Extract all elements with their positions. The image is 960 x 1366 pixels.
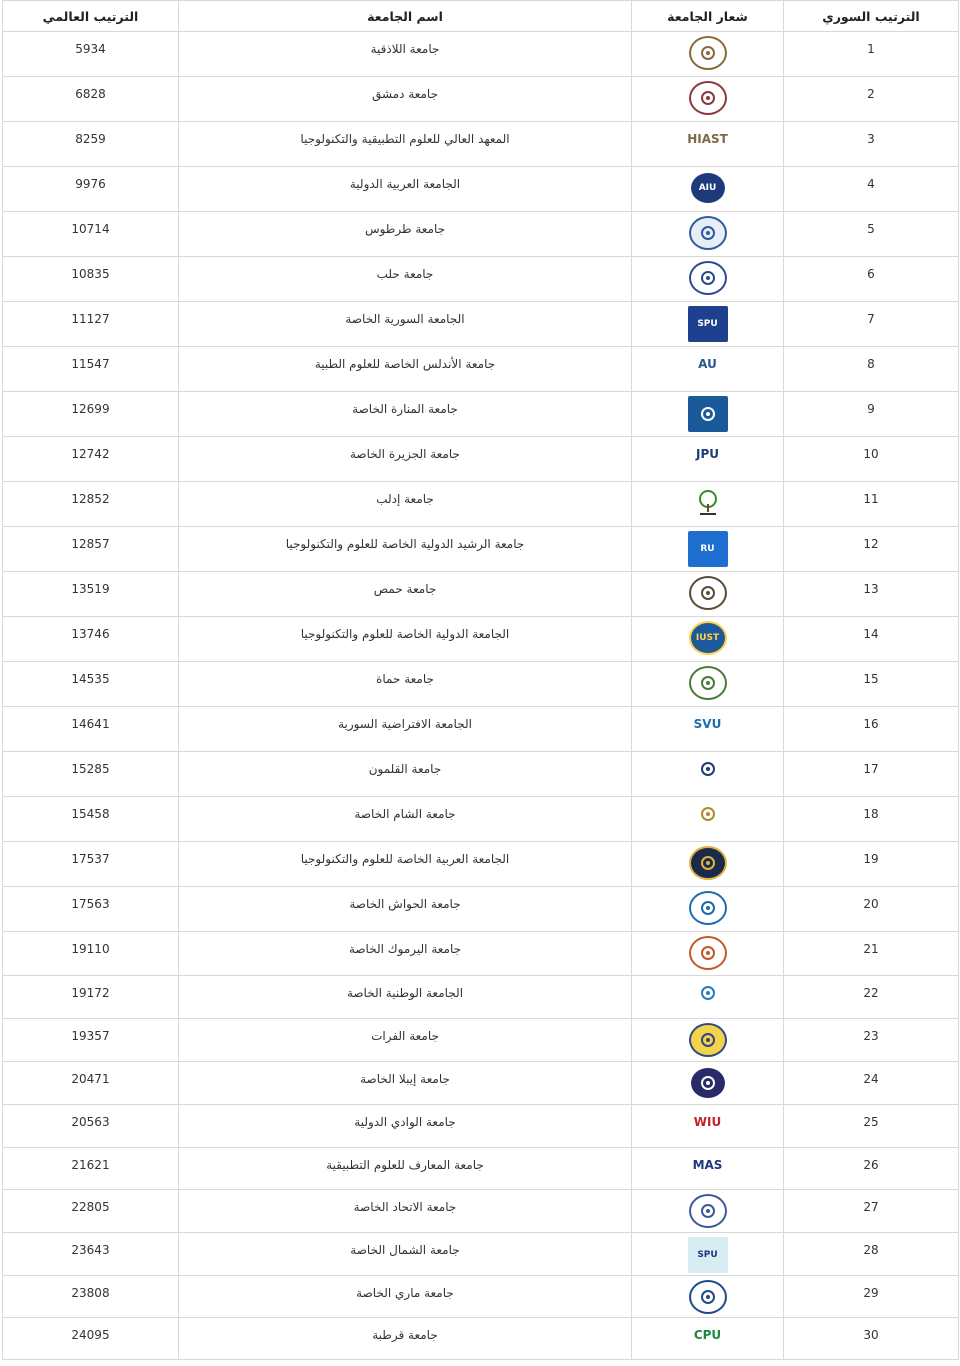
- university-logo-icon: [689, 81, 727, 115]
- syrian-rank-cell: 15: [784, 662, 959, 707]
- table-row: [3, 976, 959, 1019]
- university-logo-cell: [632, 527, 784, 572]
- university-name-cell: جامعة اللاذقية: [179, 32, 632, 77]
- university-logo-cell: [632, 617, 784, 662]
- syrian-rank-cell: 9: [784, 392, 959, 437]
- university-logo-icon: [689, 1066, 727, 1100]
- world-rank-cell: 13519: [3, 572, 179, 617]
- world-rank-cell: 19357: [3, 1019, 179, 1062]
- syrian-rank-cell: 6: [784, 257, 959, 302]
- world-rank-cell: 19110: [3, 932, 179, 976]
- table-body: [3, 32, 959, 1360]
- table-row: [3, 887, 959, 932]
- university-name-cell: الجامعة الوطنية الخاصة: [179, 976, 632, 1019]
- university-name-cell: جامعة الفرات: [179, 1019, 632, 1062]
- university-name-cell: جامعة الوادي الدولية: [179, 1105, 632, 1148]
- university-name-cell: جامعة إيبلا الخاصة: [179, 1062, 632, 1105]
- world-rank-cell: 24095: [3, 1318, 179, 1360]
- table-row: [3, 122, 959, 167]
- university-logo-cell: [632, 1019, 784, 1062]
- syrian-rank-cell: 28: [784, 1233, 959, 1276]
- syrian-rank-cell: 25: [784, 1105, 959, 1148]
- university-name-cell: جامعة حلب: [179, 257, 632, 302]
- syrian-rank-cell: 8: [784, 347, 959, 392]
- table-row: [3, 77, 959, 122]
- syrian-rank-cell: 11: [784, 482, 959, 527]
- syrian-rank-cell: 4: [784, 167, 959, 212]
- university-logo-icon: AU: [698, 357, 717, 371]
- table-row: [3, 1105, 959, 1148]
- university-name-cell: جامعة القلمون: [179, 752, 632, 797]
- university-logo-icon: SPU: [688, 306, 728, 342]
- table-row: [3, 1233, 959, 1276]
- university-logo-cell: [632, 32, 784, 77]
- table-row: [3, 437, 959, 482]
- university-logo-icon: JPU: [696, 447, 720, 461]
- world-rank-cell: 15285: [3, 752, 179, 797]
- world-rank-cell: 13746: [3, 617, 179, 662]
- university-logo-icon: [689, 846, 727, 880]
- table-row: [3, 212, 959, 257]
- header-syrian-rank: الترتيب السوري: [784, 1, 959, 32]
- university-logo-icon: CPU: [693, 1328, 722, 1342]
- world-rank-cell: 12742: [3, 437, 179, 482]
- university-logo-icon: [689, 936, 727, 970]
- syrian-rank-cell: 20: [784, 887, 959, 932]
- syrian-rank-cell: 2: [784, 77, 959, 122]
- university-logo-icon: [686, 980, 730, 1006]
- university-logo-icon: [689, 1023, 727, 1057]
- syrian-rank-cell: 12: [784, 527, 959, 572]
- university-logo-icon: RU: [688, 531, 728, 567]
- university-logo-cell: [632, 302, 784, 347]
- table-row: [3, 797, 959, 842]
- university-name-cell: جامعة حمص: [179, 572, 632, 617]
- table-row: [3, 1276, 959, 1318]
- university-name-cell: جامعة طرطوس: [179, 212, 632, 257]
- world-rank-cell: 20471: [3, 1062, 179, 1105]
- world-rank-cell: 12699: [3, 392, 179, 437]
- university-logo-icon: SVU: [693, 717, 722, 731]
- world-rank-cell: 10714: [3, 212, 179, 257]
- world-rank-cell: 9976: [3, 167, 179, 212]
- university-logo-cell: [632, 932, 784, 976]
- university-name-cell: جامعة حماة: [179, 662, 632, 707]
- university-logo-icon: [689, 1194, 727, 1228]
- university-logo-icon: [689, 261, 727, 295]
- syrian-rank-cell: 26: [784, 1148, 959, 1190]
- university-logo-cell: [632, 797, 784, 842]
- university-name-cell: جامعة إدلب: [179, 482, 632, 527]
- world-rank-cell: 23808: [3, 1276, 179, 1318]
- university-logo-cell: [632, 122, 784, 167]
- header-logo: شعار الجامعة: [632, 1, 784, 32]
- table-row: [3, 167, 959, 212]
- world-rank-cell: 21621: [3, 1148, 179, 1190]
- syrian-rank-cell: 5: [784, 212, 959, 257]
- university-name-cell: الجامعة العربية الدولية: [179, 167, 632, 212]
- table-row: [3, 1318, 959, 1360]
- university-logo-icon: [689, 1280, 727, 1314]
- table-row: [3, 842, 959, 887]
- table-row: [3, 257, 959, 302]
- syrian-rank-cell: 22: [784, 976, 959, 1019]
- university-name-cell: جامعة الأندلس الخاصة للعلوم الطبية: [179, 347, 632, 392]
- university-logo-icon: [689, 891, 727, 925]
- table-row: [3, 572, 959, 617]
- university-ranking-table: [2, 0, 959, 1360]
- world-rank-cell: 11547: [3, 347, 179, 392]
- university-logo-cell: [632, 842, 784, 887]
- university-logo-cell: [632, 1148, 784, 1190]
- syrian-rank-cell: 21: [784, 932, 959, 976]
- table-row: [3, 707, 959, 752]
- university-name-cell: جامعة الشمال الخاصة: [179, 1233, 632, 1276]
- syrian-rank-cell: 10: [784, 437, 959, 482]
- university-logo-icon: IUST: [689, 621, 727, 655]
- university-logo-icon: [686, 801, 730, 827]
- university-logo-cell: [632, 257, 784, 302]
- university-logo-cell: [632, 1190, 784, 1233]
- world-rank-cell: 23643: [3, 1233, 179, 1276]
- table-row: [3, 1190, 959, 1233]
- syrian-rank-cell: 23: [784, 1019, 959, 1062]
- syrian-rank-cell: 14: [784, 617, 959, 662]
- syrian-rank-cell: 16: [784, 707, 959, 752]
- university-name-cell: جامعة الاتحاد الخاصة: [179, 1190, 632, 1233]
- university-logo-cell: [632, 437, 784, 482]
- table-row: [3, 482, 959, 527]
- university-logo-cell: [632, 77, 784, 122]
- university-logo-cell: [632, 976, 784, 1019]
- table-row: [3, 527, 959, 572]
- table-row: [3, 932, 959, 976]
- university-logo-icon: [689, 36, 727, 70]
- world-rank-cell: 14535: [3, 662, 179, 707]
- table-row: [3, 392, 959, 437]
- table-row: [3, 1019, 959, 1062]
- university-name-cell: جامعة قرطبة: [179, 1318, 632, 1360]
- university-logo-icon: [689, 576, 727, 610]
- university-logo-cell: [632, 887, 784, 932]
- university-name-cell: جامعة دمشق: [179, 77, 632, 122]
- world-rank-cell: 11127: [3, 302, 179, 347]
- university-logo-icon: SPU: [688, 1237, 728, 1273]
- world-rank-cell: 6828: [3, 77, 179, 122]
- university-logo-cell: [632, 1062, 784, 1105]
- university-logo-icon: MAS: [692, 1158, 723, 1172]
- table-row: [3, 662, 959, 707]
- university-logo-cell: [632, 662, 784, 707]
- world-rank-cell: 15458: [3, 797, 179, 842]
- table-row: [3, 347, 959, 392]
- university-name-cell: جامعة المنارة الخاصة: [179, 392, 632, 437]
- world-rank-cell: 22805: [3, 1190, 179, 1233]
- university-logo-cell: [632, 572, 784, 617]
- syrian-rank-cell: 30: [784, 1318, 959, 1360]
- university-name-cell: جامعة المعارف للعلوم التطبيقية: [179, 1148, 632, 1190]
- university-name-cell: جامعة الشام الخاصة: [179, 797, 632, 842]
- syrian-rank-cell: 18: [784, 797, 959, 842]
- syrian-rank-cell: 24: [784, 1062, 959, 1105]
- university-logo-cell: [632, 752, 784, 797]
- world-rank-cell: 8259: [3, 122, 179, 167]
- table-header-row: [3, 1, 959, 32]
- university-name-cell: جامعة الرشيد الدولية الخاصة للعلوم والتكنولوجيا: [179, 527, 632, 572]
- world-rank-cell: 12857: [3, 527, 179, 572]
- university-logo-icon: [689, 666, 727, 700]
- world-rank-cell: 14641: [3, 707, 179, 752]
- syrian-rank-cell: 1: [784, 32, 959, 77]
- university-logo-cell: [632, 212, 784, 257]
- table-row: [3, 32, 959, 77]
- university-logo-icon: [686, 756, 730, 782]
- syrian-rank-cell: 19: [784, 842, 959, 887]
- university-logo-icon: AIU: [689, 171, 727, 205]
- syrian-rank-cell: 3: [784, 122, 959, 167]
- university-name-cell: جامعة الحواش الخاصة: [179, 887, 632, 932]
- university-name-cell: الجامعة الدولية الخاصة للعلوم والتكنولوجيا: [179, 617, 632, 662]
- university-name-cell: جامعة اليرموك الخاصة: [179, 932, 632, 976]
- university-logo-cell: [632, 392, 784, 437]
- university-logo-icon: HIAST: [687, 132, 728, 146]
- world-rank-cell: 19172: [3, 976, 179, 1019]
- university-name-cell: الجامعة السورية الخاصة: [179, 302, 632, 347]
- university-logo-icon: [689, 216, 727, 250]
- syrian-rank-cell: 27: [784, 1190, 959, 1233]
- university-logo-cell: [632, 1276, 784, 1318]
- table-row: [3, 1148, 959, 1190]
- university-name-cell: جامعة الجزيرة الخاصة: [179, 437, 632, 482]
- header-name: اسم الجامعة: [179, 1, 632, 32]
- university-name-cell: الجامعة الافتراضية السورية: [179, 707, 632, 752]
- table-row: [3, 752, 959, 797]
- university-name-cell: جامعة ماري الخاصة: [179, 1276, 632, 1318]
- university-logo-icon: WIU: [693, 1115, 722, 1129]
- university-logo-cell: [632, 707, 784, 752]
- university-logo-cell: [632, 1233, 784, 1276]
- header-world-rank: الترتيب العالمي: [3, 1, 179, 32]
- table-row: [3, 1062, 959, 1105]
- world-rank-cell: 17563: [3, 887, 179, 932]
- world-rank-cell: 20563: [3, 1105, 179, 1148]
- university-name-cell: المعهد العالي للعلوم التطبيقية والتكنولوجيا: [179, 122, 632, 167]
- university-logo-cell: [632, 1105, 784, 1148]
- syrian-rank-cell: 17: [784, 752, 959, 797]
- syrian-rank-cell: 7: [784, 302, 959, 347]
- university-logo-icon: [688, 486, 728, 520]
- university-logo-icon: [688, 396, 728, 432]
- world-rank-cell: 5934: [3, 32, 179, 77]
- world-rank-cell: 17537: [3, 842, 179, 887]
- university-logo-cell: [632, 1318, 784, 1360]
- world-rank-cell: 10835: [3, 257, 179, 302]
- university-logo-cell: [632, 482, 784, 527]
- table-row: [3, 302, 959, 347]
- world-rank-cell: 12852: [3, 482, 179, 527]
- university-name-cell: الجامعة العربية الخاصة للعلوم والتكنولوجيا: [179, 842, 632, 887]
- syrian-rank-cell: 13: [784, 572, 959, 617]
- syrian-rank-cell: 29: [784, 1276, 959, 1318]
- table-row: [3, 617, 959, 662]
- university-logo-cell: [632, 347, 784, 392]
- university-logo-cell: [632, 167, 784, 212]
